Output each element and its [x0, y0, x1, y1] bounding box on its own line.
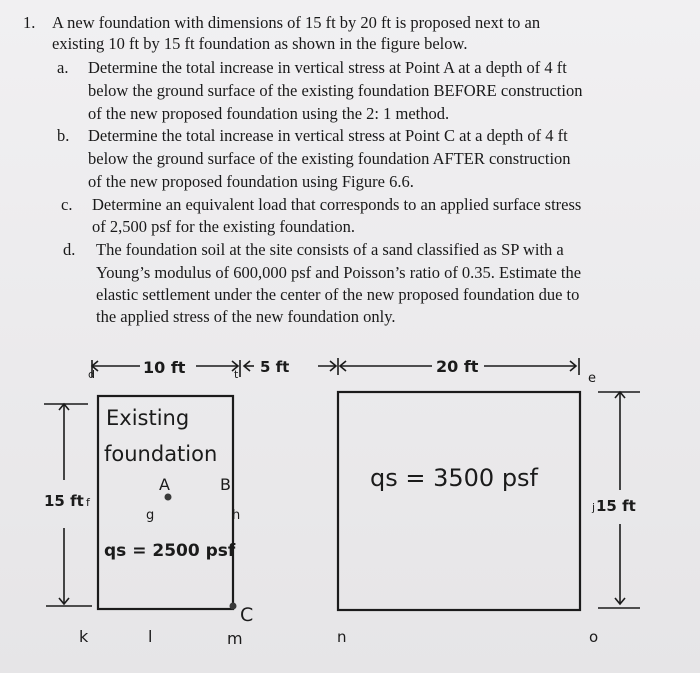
part-d-label: d. — [63, 240, 76, 259]
part-c-line-1: Determine an equivalent load that corresponds to an applied surface stress — [92, 195, 582, 214]
point-c-label: C — [240, 604, 254, 626]
dim-label-right-15ft: 15 ft — [596, 497, 636, 515]
intro-line-1: A new foundation with dimensions of 15 ft by 20 ft is proposed next to an — [52, 13, 541, 32]
new-stress-label: qs = 3500 psf — [370, 464, 538, 492]
point-a-label: A — [159, 475, 170, 494]
ref-letter-h: h — [232, 508, 241, 523]
part-c-line-2: of 2,500 psf for the existing foundation. — [92, 217, 356, 236]
existing-label-line-1: Existing — [106, 406, 190, 430]
part-b-line-3: of the new proposed foundation using Figure 6.6. — [88, 172, 414, 191]
part-d-line-2: Young’s modulus of 600,000 psf and Poisson’s ratio of 0.35. Estimate the — [96, 263, 582, 282]
part-b-line-1: Determine the total increase in vertical stress at Point C at a depth of 4 ft — [88, 126, 568, 145]
dim-label-5ft: 5 ft — [260, 358, 290, 376]
ref-letter-f: f — [86, 496, 90, 509]
ref-letter-o: o — [589, 628, 599, 646]
part-a-line-3: of the new proposed foundation using the 2: 1 method. — [88, 104, 450, 123]
existing-label-line-2: foundation — [104, 442, 218, 466]
ref-letter-e: e — [588, 371, 596, 386]
dim-label-left-15ft: 15 ft — [44, 492, 84, 510]
point-b-label: B — [220, 475, 231, 494]
ref-letter-t: t — [234, 368, 239, 381]
existing-stress-label: qs = 2500 psf — [104, 541, 236, 561]
ref-letter-j: j — [592, 501, 596, 514]
ref-letter-i: i — [336, 507, 340, 520]
part-a-line-2: below the ground surface of the existing foundation BEFORE construction — [88, 81, 583, 100]
part-d-line-1: The foundation soil at the site consists of a sand classified as SP with a — [96, 240, 564, 259]
dim-label-10ft: 10 ft — [143, 358, 186, 377]
ref-letter-m: m — [227, 629, 243, 648]
dim-label-20ft: 20 ft — [436, 357, 479, 376]
point-c-marker — [230, 603, 237, 610]
ref-letter-k: k — [79, 627, 89, 646]
ref-letter-n: n — [337, 628, 347, 646]
part-b-label: b. — [57, 126, 70, 145]
problem-number: 1. — [23, 13, 36, 32]
part-c-label: c. — [61, 195, 73, 214]
ref-letter-l: l — [148, 627, 153, 646]
point-a-marker — [165, 494, 172, 501]
ref-letter-g: g — [146, 508, 155, 523]
intro-line-2: existing 10 ft by 15 ft foundation as shown in the figure below. — [52, 34, 468, 53]
part-a-label: a. — [57, 58, 69, 77]
part-d-line-4: the applied stress of the new foundation only. — [96, 307, 396, 326]
part-d-line-3: elastic settlement under the center of the new proposed foundation due to — [96, 285, 580, 304]
part-a-line-1: Determine the total increase in vertical stress at Point A at a depth of 4 ft — [88, 58, 567, 77]
ref-letter-d: d — [88, 368, 95, 381]
new-foundation-outline — [338, 392, 580, 610]
part-b-line-2: below the ground surface of the existing foundation AFTER construction — [88, 149, 571, 168]
